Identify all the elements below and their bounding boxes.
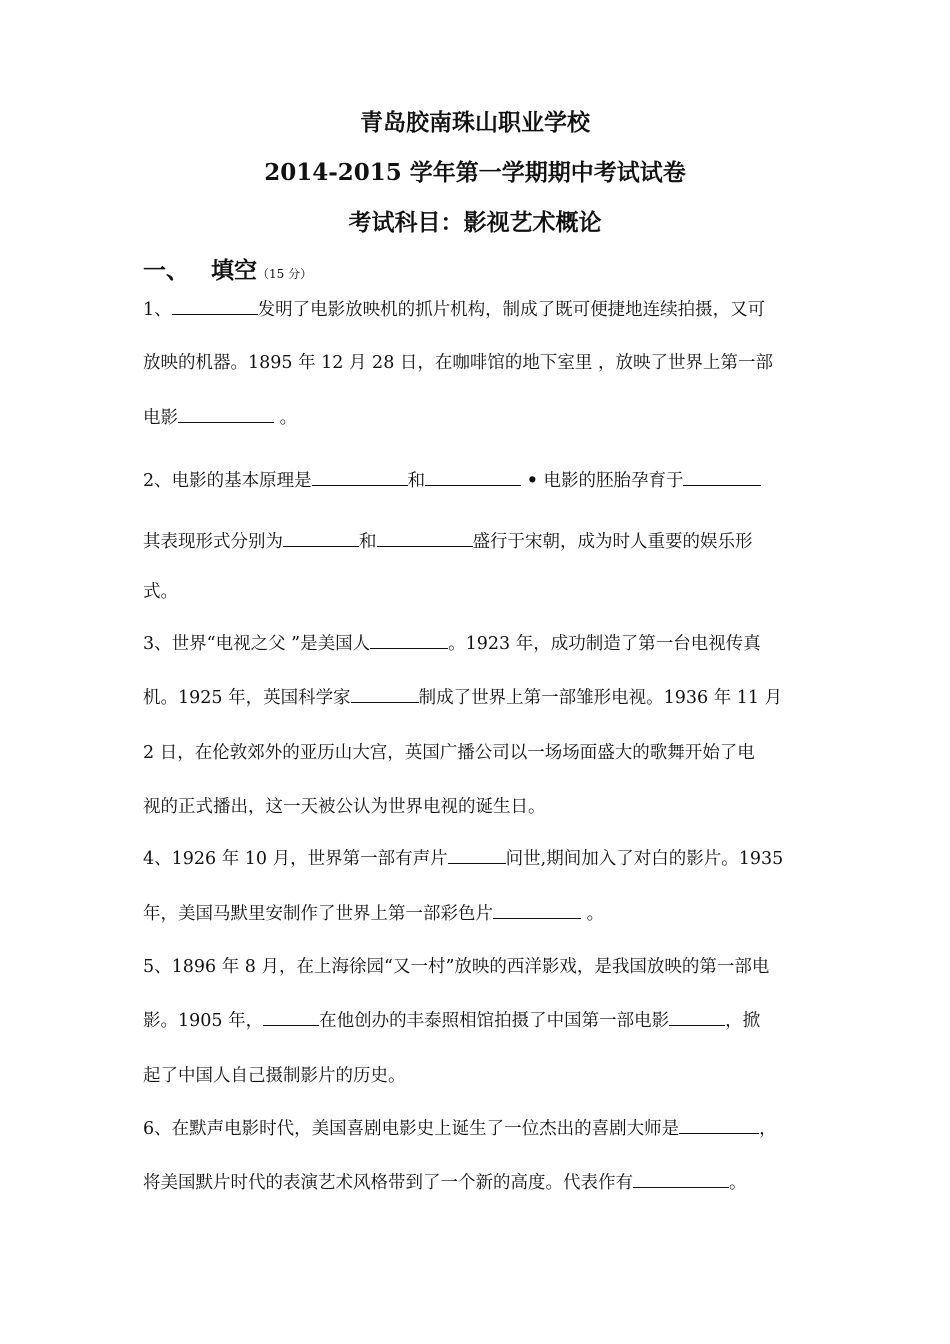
answer-blank[interactable] [351, 686, 419, 703]
q6-text: 6、在默声电影时代，美国喜剧电影史上诞生了一位杰出的喜剧大师是 [143, 1119, 680, 1139]
q5-text: 在他创办的丰泰照相馆拍摄了中国第一部电影 [319, 1011, 670, 1031]
section-heading [143, 252, 312, 285]
q2-text: 2、电影的基本原理是 [143, 471, 312, 491]
q2-text: 电影的胚胎孕育于 [537, 471, 684, 491]
answer-blank[interactable] [683, 469, 761, 486]
q4-text: 问世,期间加入了对白的影片。1935 [505, 849, 784, 869]
q1-line-1 [143, 298, 765, 322]
q3-line-3: 2 日，在伦敦郊外的亚历山大宫，英国广播公司以一场场面盛大的歌舞开始了电 [143, 743, 755, 763]
section-points: （15 分） [257, 267, 313, 281]
exam-subject: 考试科目：影视艺术概论 [348, 209, 602, 236]
answer-blank[interactable] [283, 530, 359, 547]
answer-blank[interactable] [669, 1009, 725, 1026]
q6-text: 将美国默片时代的表演艺术风格带到了一个新的高度。代表作有 [143, 1173, 633, 1193]
answer-blank[interactable] [633, 1171, 729, 1188]
answer-blank[interactable] [679, 1117, 759, 1134]
answer-blank[interactable] [493, 902, 581, 919]
q3-line-2 [143, 686, 782, 710]
q5-line-2 [143, 1009, 760, 1033]
q4-line-1 [143, 847, 783, 871]
q5-line-3: 起了中国人自己摄制影片的历史。 [143, 1066, 406, 1086]
answer-blank[interactable] [172, 298, 258, 315]
answer-blank[interactable] [312, 469, 408, 486]
answer-blank[interactable] [370, 632, 448, 649]
answer-blank[interactable] [448, 847, 506, 864]
q4-text: 4、1926 年 10 月，世界第一部有声片 [143, 849, 448, 869]
q1-text: 发明了电影放映机的抓片机构，制成了既可便捷地连续拍摄，又可 [257, 300, 766, 320]
q6-line-1 [143, 1117, 777, 1141]
answer-blank[interactable] [425, 469, 521, 486]
q2-line-3: 式。 [143, 582, 178, 602]
q1-text: 电影 [143, 408, 178, 428]
q3-text: 机。1925 年，英国科学家 [143, 688, 351, 708]
q4-text: 。 [581, 904, 605, 924]
q2-line-2 [143, 530, 753, 554]
bullet-dot: • [526, 471, 538, 491]
q3-line-1 [143, 632, 761, 656]
q4-text: 年，美国马默里安制作了世界上第一部彩色片 [143, 904, 493, 924]
answer-blank[interactable] [377, 530, 473, 547]
q3-text: 3、世界“电视之父 ”是美国人 [143, 634, 371, 654]
section-title: 填空 [211, 257, 257, 284]
q3-text: 制成了世界上第一部雏形电视。1936 年 11 月 [418, 688, 783, 708]
q2-text: 和 [407, 471, 426, 491]
q3-line-4: 视的正式播出，这一天被公认为世界电视的诞生日。 [143, 797, 546, 817]
section-number: 一、 [143, 257, 189, 284]
q6-text: 。 [729, 1173, 747, 1193]
q2-text: 和 [359, 532, 377, 552]
q1-text: 。 [274, 408, 298, 428]
exam-title: 2014-2015 学年第一学期期中考试试卷 [264, 159, 686, 186]
q6-text: ， [759, 1119, 777, 1139]
q6-line-2 [143, 1171, 747, 1195]
answer-blank[interactable] [178, 406, 274, 423]
school-name: 青岛胶南珠山职业学校 [360, 109, 590, 136]
q4-line-2 [143, 902, 604, 926]
q3-text: 。1923 年，成功制造了第一台电视传真 [448, 634, 761, 654]
q5-text: ，掀 [725, 1011, 761, 1031]
q1-line-2: 放映的机器。1895 年 12 月 28 日，在咖啡馆的地下室里 ，放映了世界上第一部 [143, 353, 773, 373]
answer-blank[interactable] [263, 1009, 319, 1026]
q1-number: 1、 [143, 300, 172, 320]
q5-line-1: 5、1896 年 8 月，在上海徐园“又一村”放映的西洋影戏，是我国放映的第一部电 [143, 957, 770, 977]
q1-line-3 [143, 406, 297, 430]
q2-text: 盛行于宋朝，成为时人重要的娱乐形 [472, 532, 753, 552]
q2-text: 其表现形式分别为 [143, 532, 283, 552]
q2-line-1 [143, 469, 761, 493]
q5-text: 影。1905 年， [143, 1011, 264, 1031]
